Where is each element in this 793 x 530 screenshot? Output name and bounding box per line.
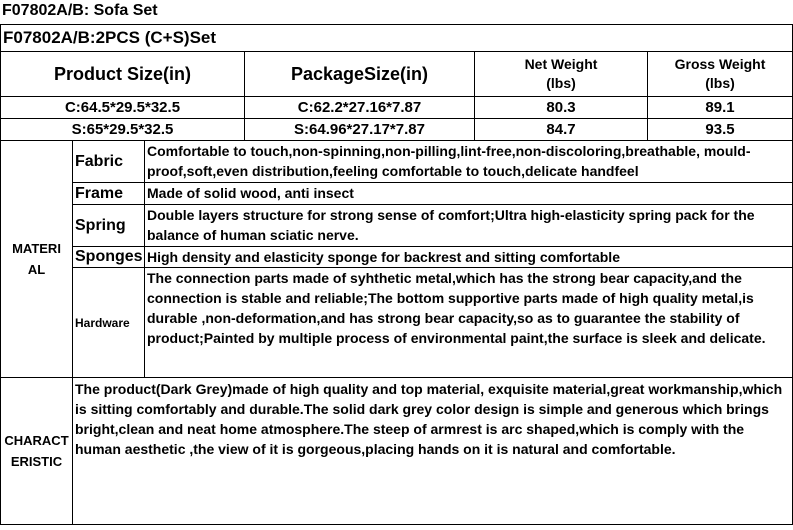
sponges-description: High density and elasticity sponge for backrest and sitting comfortable — [145, 247, 793, 268]
header-gross-weight-unit: (lbs) — [705, 75, 735, 91]
header-gross-weight-label: Gross Weight — [674, 56, 766, 72]
characteristic-description: The product(Dark Grey)made of high quality and top material, exquisite material,great workmanship,which is sitting comfortably and durable.The solid dark grey color design is simple and generous which brings bright,clean and neat home atmosphere.The steep of armrest is arc shaped,which is comply with the human aesthetic ,the view of it is gorgeous,placing hands on it is natural and comfortable. — [73, 378, 793, 525]
package-size-cell: C:62.2*27.16*7.87 — [245, 97, 475, 119]
package-size-cell: S:64.96*27.17*7.87 — [245, 119, 475, 141]
product-size-cell: C:64.5*29.5*32.5 — [1, 97, 245, 119]
header-net-weight — [475, 52, 648, 97]
page-title: F07802A/B: Sofa Set — [2, 2, 158, 19]
characteristic-section-label — [1, 378, 73, 525]
sponges-label: Sponges — [73, 247, 145, 268]
material-label-line1: MATERI — [12, 241, 61, 256]
spec-table — [0, 24, 793, 525]
hardware-description: The connection parts made of syhthetic metal,which has the strong bear capacity,and the connection is stable and reliable;The bottom supportive parts made of high quality metal,is durable ,non-deformation,and has strong bear capacity,so as to guarantee the stability of product;Painted by multiple process of environmental paint,the surface is sleek and delicate. — [145, 268, 793, 378]
material-label-line2: AL — [27, 262, 46, 277]
header-package-size: PackageSize(in) — [245, 52, 475, 97]
frame-label: Frame — [73, 183, 145, 205]
spring-label: Spring — [73, 205, 145, 247]
fabric-description: Comfortable to touch,non-spinning,non-pilling,lint-free,non-discoloring,breathable, mould-proof,soft,even distribution,feeling comfortable to touch,delicate handfeel — [145, 141, 793, 183]
net-weight-cell: 80.3 — [475, 97, 648, 119]
header-gross-weight — [648, 52, 793, 97]
fabric-label: Fabric — [73, 141, 145, 183]
header-net-weight-unit: (lbs) — [546, 75, 576, 91]
characteristic-label-line2: ERISTIC — [10, 454, 63, 469]
header-product-size: Product Size(in) — [1, 52, 245, 97]
set-title: F07802A/B:2PCS (C+S)Set — [1, 25, 793, 52]
gross-weight-cell: 89.1 — [648, 97, 793, 119]
gross-weight-cell: 93.5 — [648, 119, 793, 141]
spring-description: Double layers structure for strong sense of comfort;Ultra high-elasticity spring pack for the balance of human sciatic nerve. — [145, 205, 793, 247]
net-weight-cell: 84.7 — [475, 119, 648, 141]
table-row — [1, 119, 793, 141]
table-row — [1, 97, 793, 119]
header-net-weight-label: Net Weight — [524, 56, 598, 72]
product-size-cell: S:65*29.5*32.5 — [1, 119, 245, 141]
material-section-label — [1, 141, 73, 378]
frame-description: Made of solid wood, anti insect — [145, 183, 793, 205]
hardware-label: Hardware — [73, 268, 145, 378]
characteristic-label-line1: CHARACT — [4, 433, 69, 448]
